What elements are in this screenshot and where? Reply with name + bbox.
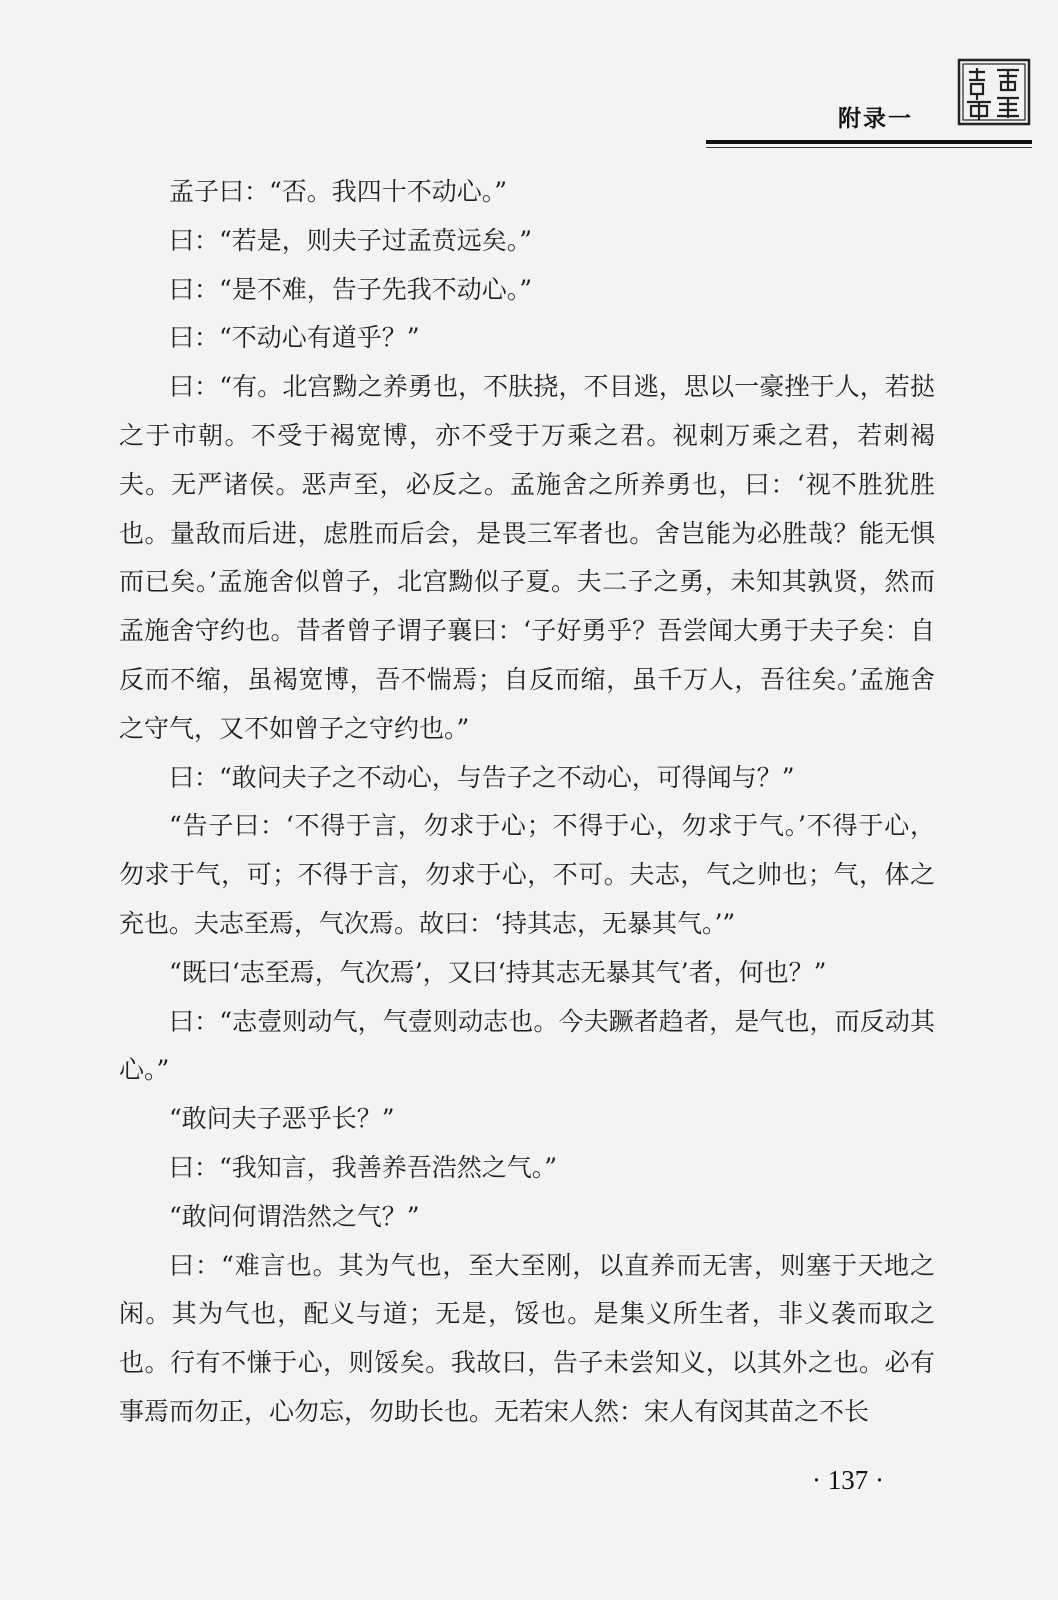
header-rule-thin bbox=[706, 147, 1032, 148]
page-number: · 137 · bbox=[812, 1465, 884, 1495]
paragraph: 曰：“敢问夫子之不动心，与告子之不动心，可得闻与？” bbox=[169, 762, 795, 792]
header-rule bbox=[706, 140, 1032, 144]
paragraph: 孟子曰：“否。我四十不动心。” bbox=[169, 177, 508, 206]
section-title: 附录一 bbox=[838, 106, 913, 132]
paragraph: 曰：“志壹则动气，气壹则动志也。今夫蹶者趋者，是气也，而反动其心。” bbox=[119, 1006, 935, 1085]
paragraph: “敢问夫子恶乎长？” bbox=[169, 1104, 395, 1134]
paragraph: “敢问何谓浩然之气？” bbox=[169, 1201, 420, 1231]
paragraph: “既曰‘志至焉，气次焉’，又曰‘持其志无暴其气’者，何也？” bbox=[169, 957, 827, 987]
paragraph: 曰：“若是，则夫子过孟贲远矣。” bbox=[169, 225, 533, 255]
seal-logo bbox=[957, 58, 1031, 126]
paragraph: 曰：“不动心有道乎？” bbox=[169, 323, 420, 353]
paragraph: 曰：“我知言，我善养吾浩然之气。” bbox=[169, 1152, 558, 1182]
paragraph: 曰：“是不难，告子先我不动心。” bbox=[169, 274, 533, 304]
paragraph: 曰：“有。北宫黝之养勇也，不肤挠，不目逃，思以一豪挫于人，若挞之于市朝。不受于褐宽博，亦不受于万乘之君。视刺万乘之君，若刺褐夫。无严诸侯。恶声至，必反之。孟施舍之所养勇也，曰：‘视不胜犹胜也。量敌而后进，虑胜而后会，是畏三军者也。舍岂能为必胜哉？能无惧而已矣。’孟施舍似曾子，北宫黝似子夏。夫二子之勇，未知其孰贤，然而孟施舍守约也。昔者曾子谓子襄曰：‘子好勇乎？吾尝闻大勇于夫子矣：自反而不缩，虽褐宽博，吾不惴焉；自反而缩，虽千万人，吾往矣。’孟施舍之守气，又不如曾子之守约也。” bbox=[119, 372, 935, 743]
main-text bbox=[119, 168, 935, 1437]
paragraph: 曰：“难言也。其为气也，至大至刚，以直养而无害，则塞于天地之闲。其为气也，配义与道；无是，馁也。是集义所生者，非义袭而取之也。行有不慊于心，则馁矣。我故曰，告子未尝知义，以其外之也。必有事焉而勿正，心勿忘，勿助长也。无若宋人然：宋人有闵其苗之不长 bbox=[119, 1250, 935, 1426]
paragraph: “告子曰：‘不得于言，勿求于心；不得于心，勿求于气。’不得于心，勿求于气，可；不得于言，勿求于心，不可。夫志，气之帅也；气，体之充也。夫志至焉，气次焉。故曰：‘持其志，无暴其气。’” bbox=[119, 811, 935, 938]
